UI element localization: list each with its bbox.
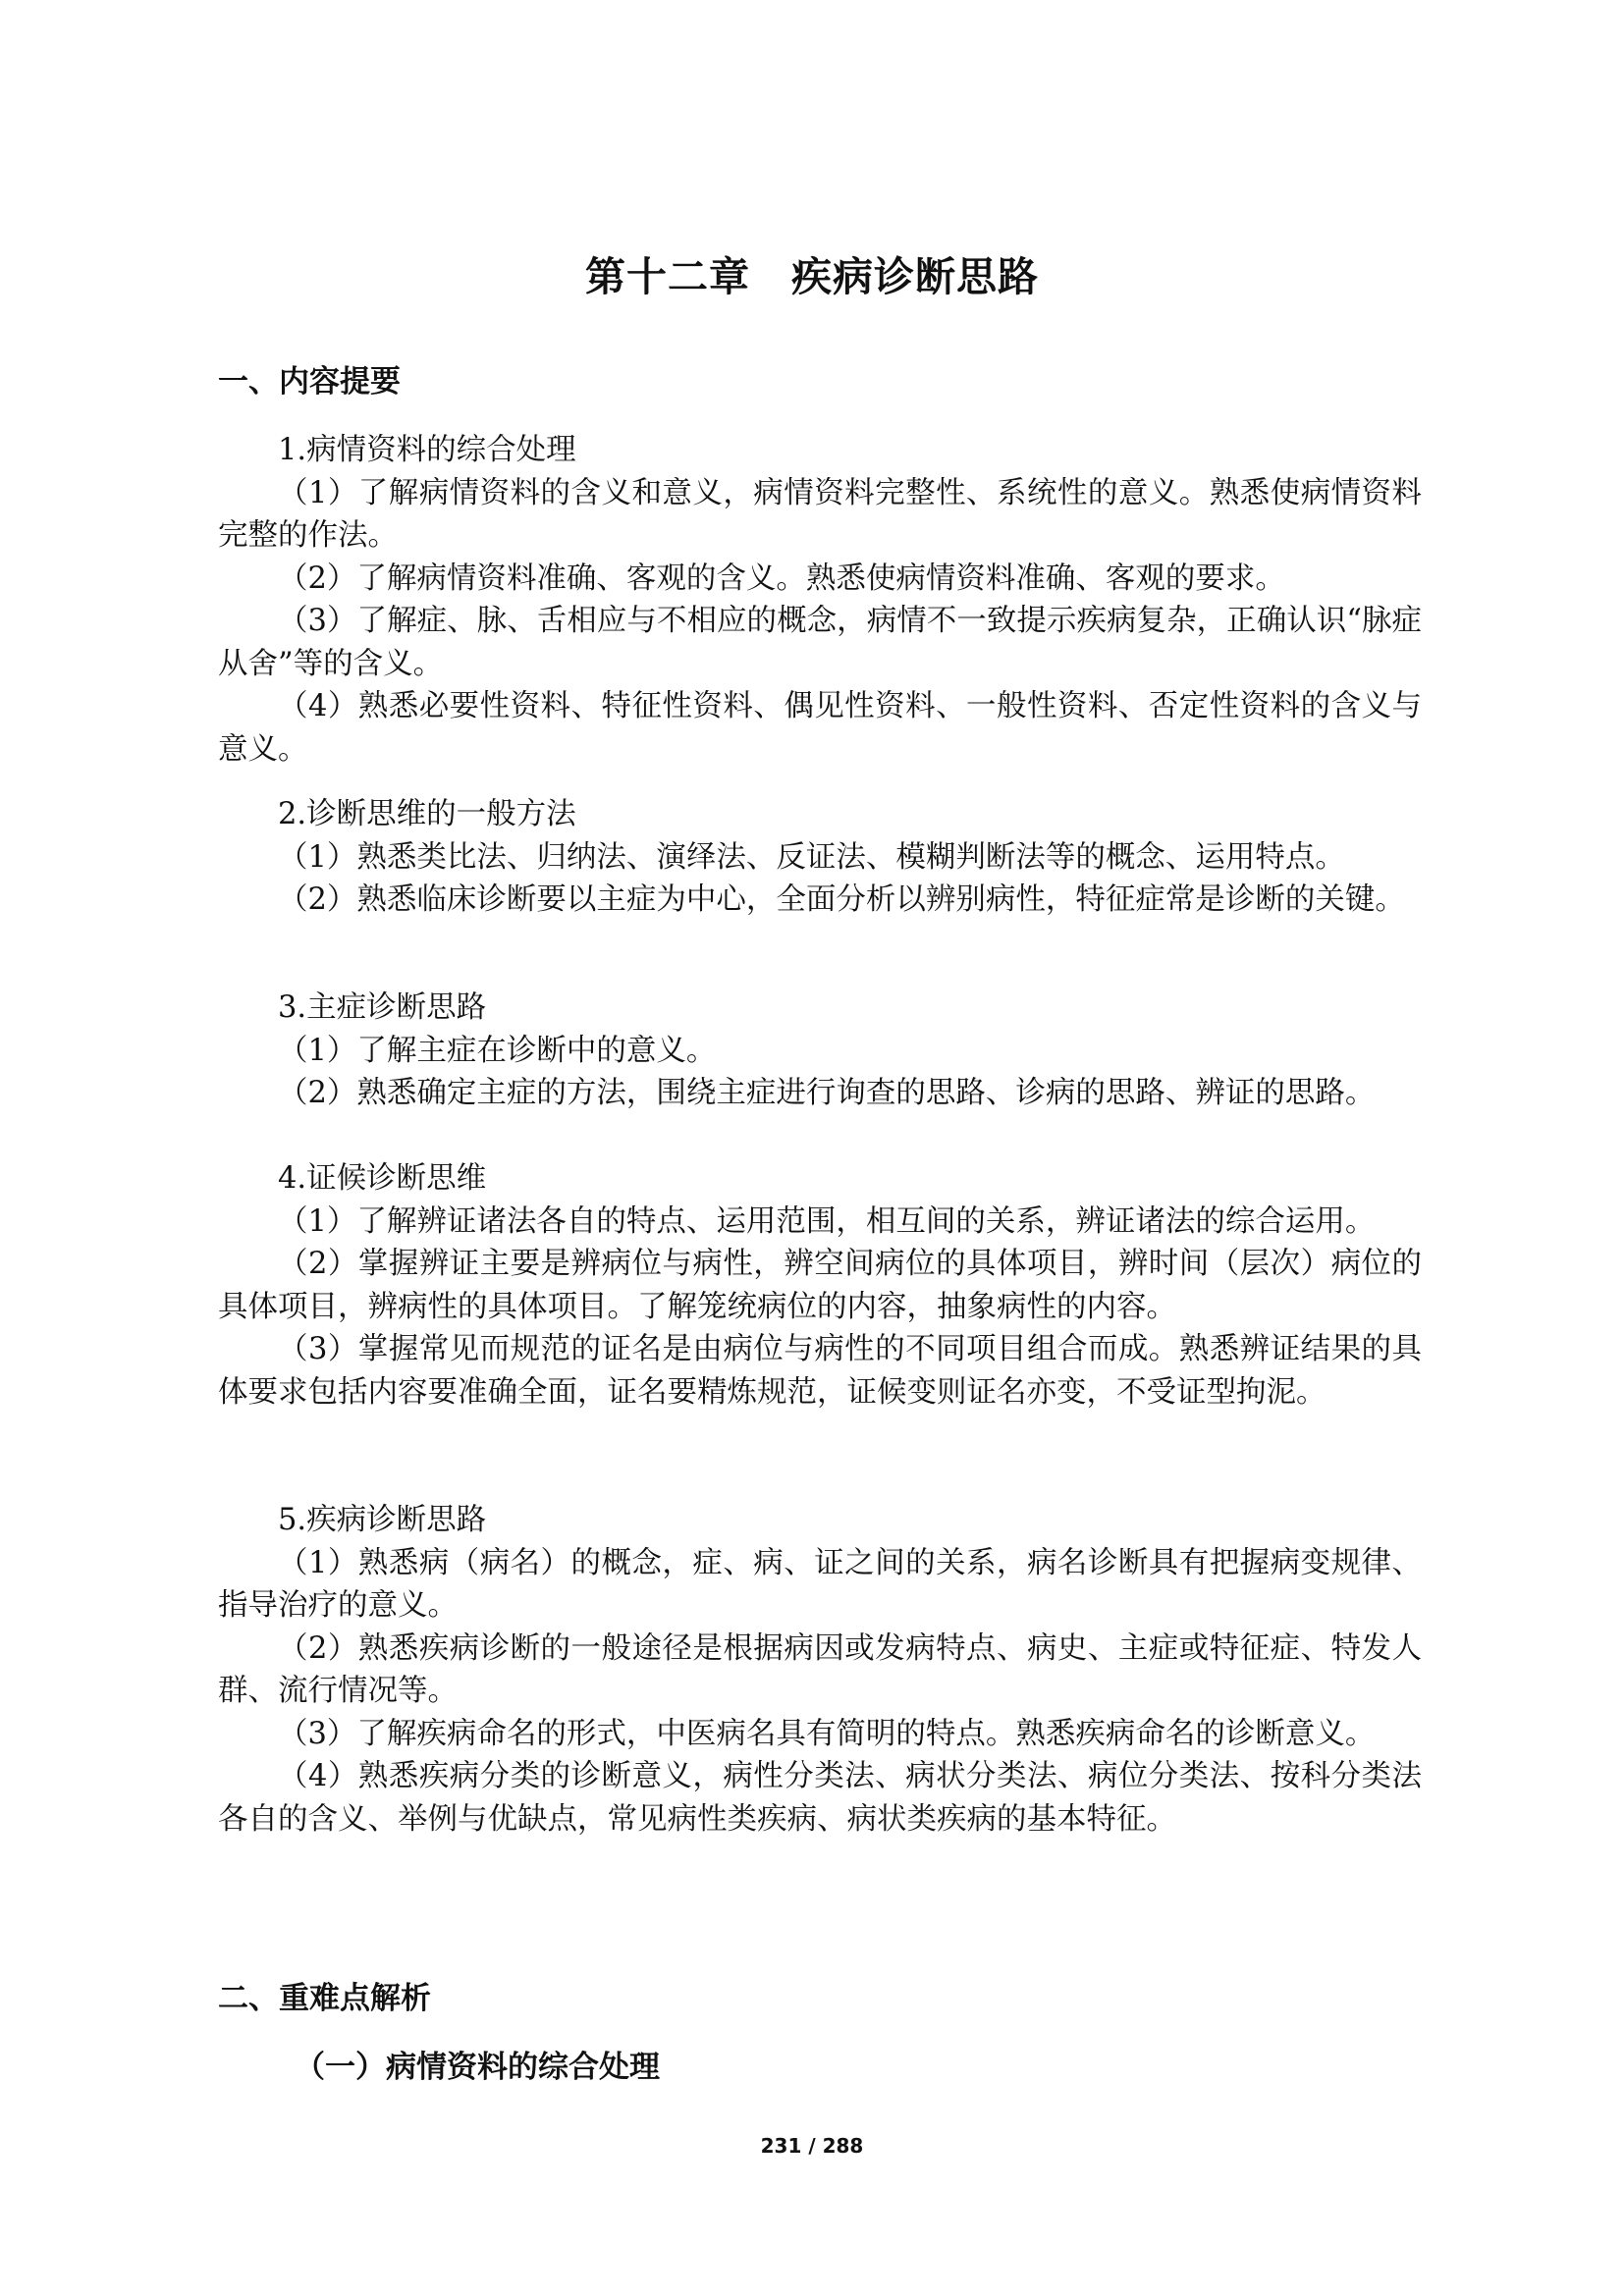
section-heading-key-points: 二、重难点解析 bbox=[218, 1981, 431, 2016]
section-5-item-4: （4）熟悉疾病分类的诊断意义，病性分类法、病状分类法、病位分类法、按科分类法各自的含义、举例与优缺点，常见病性类疾病、病状类疾病的基本特征。 bbox=[218, 1759, 1422, 1837]
section-5-title: 5.疾病诊断思路 bbox=[278, 1503, 487, 1537]
section-3-item-2: （2）熟悉确定主症的方法，围绕主症进行询查的思路、诊病的思路、辨证的思路。 bbox=[278, 1076, 1376, 1110]
section-4-title: 4.证候诊断思维 bbox=[278, 1161, 487, 1196]
section-1-item-4: （4）熟悉必要性资料、特征性资料、偶见性资料、一般性资料、否定性资料的含义与意义。 bbox=[218, 689, 1422, 767]
section-1 bbox=[218, 429, 1422, 771]
section-1-item-2: （2）了解病情资料准确、客观的含义。熟悉使病情资料准确、客观的要求。 bbox=[278, 561, 1285, 596]
section-4-item-3: （3）掌握常见而规范的证名是由病位与病性的不同项目组合而成。熟悉辨证结果的具体要求包括内容要准确全面，证名要精炼规范，证候变则证名亦变，不受证型拘泥。 bbox=[218, 1332, 1422, 1410]
section-3-item-1: （1）了解主症在诊断中的意义。 bbox=[278, 1033, 717, 1068]
section-3 bbox=[218, 987, 1422, 1115]
subheading-data-processing: （一）病情资料的综合处理 bbox=[295, 2050, 660, 2085]
section-1-item-1: （1）了解病情资料的含义和意义，病情资料完整性、系统性的意义。熟悉使病情资料完整的作法。 bbox=[218, 475, 1422, 553]
section-2-item-1: （1）熟悉类比法、归纳法、演绎法、反证法、模糊判断法等的概念、运用特点。 bbox=[278, 839, 1345, 875]
section-1-title: 1.病情资料的综合处理 bbox=[278, 433, 576, 467]
section-heading-content-summary: 一、内容提要 bbox=[218, 364, 401, 400]
section-2-item-2: （2）熟悉临床诊断要以主症为中心，全面分析以辨别病性，特征症常是诊断的关键。 bbox=[278, 882, 1405, 917]
section-5-item-3: （3）了解疾病命名的形式，中医病名具有简明的特点。熟悉疾病命名的诊断意义。 bbox=[278, 1716, 1376, 1751]
section-2 bbox=[218, 793, 1422, 922]
page-number: 231 / 288 bbox=[760, 2134, 864, 2158]
chapter-title: 第十二章 疾病诊断思路 bbox=[585, 253, 1039, 300]
section-4-item-2: （2）掌握辨证主要是辨病位与病性，辨空间病位的具体项目，辨时间（层次）病位的具体项目，辨病性的具体项目。了解笼统病位的内容，抽象病性的内容。 bbox=[218, 1247, 1422, 1324]
section-4-item-1: （1）了解辨证诸法各自的特点、运用范围，相互间的关系，辨证诸法的综合运用。 bbox=[278, 1203, 1376, 1239]
section-1-item-3: （3）了解症、脉、舌相应与不相应的概念，病情不一致提示疾病复杂，正确认识“脉症从舍”等的含义。 bbox=[218, 604, 1422, 681]
section-5 bbox=[218, 1499, 1422, 1841]
section-5-item-2: （2）熟悉疾病诊断的一般途径是根据病因或发病特点、病史、主症或特征症、特发人群、流行情况等。 bbox=[218, 1630, 1422, 1708]
section-2-title: 2.诊断思维的一般方法 bbox=[278, 797, 576, 831]
section-5-item-1: （1）熟悉病（病名）的概念，症、病、证之间的关系，病名诊断具有把握病变规律、指导治疗的意义。 bbox=[218, 1545, 1422, 1623]
section-3-title: 3.主症诊断思路 bbox=[278, 990, 487, 1025]
section-4 bbox=[218, 1157, 1422, 1414]
